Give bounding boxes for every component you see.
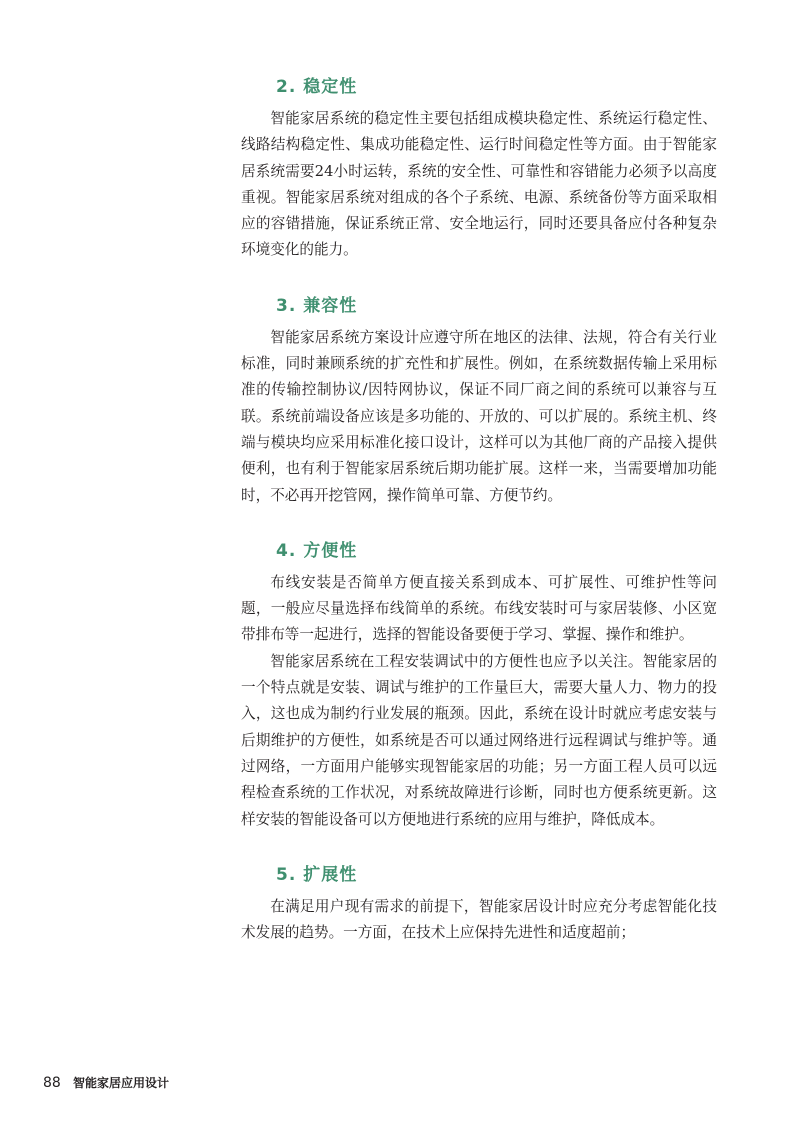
body-paragraph: 智能家居系统在工程安装调试中的方便性也应予以关注。智能家居的一个特点就是安装、调试与维护的工作量巨大，需要大量人力、物力的投入，这也成为制约行业发展的瓶颈。因此，系统在设计时就应考虑安装与后期维护的方便性，如系统是否可以通过网络进行远程调试与维护等。通过网络，一方面用户能够实现智能家居的功能；另一方面工程人员可以远程检查系统的工作状况，对系统故障进行诊断，同时也方便系统更新。这样安装的智能设备可以方便地进行系统的应用与维护，降低成本。	[241, 652, 717, 828]
section-heading: 2. 稳定性	[276, 77, 358, 97]
page-number: 88	[43, 1075, 61, 1091]
book-title: 智能家居应用设计	[72, 1076, 169, 1090]
section-convenience	[241, 536, 717, 833]
body-paragraph: 智能家居系统方案设计应遵守所在地区的法律、法规，符合有关行业标准，同时兼顾系统的扩充性和扩展性。例如，在系统数据传输上采用标准的传输控制协议/因特网协议，保证不同厂商之间的系统可以兼容与互联。系统前端设备应该是多功能的、开放的、可以扩展的。系统主机、终端与模块均应采用标准化接口设计，这样可以为其他厂商的产品接入提供便利，也有利于智能家居系统后期功能扩展。这样一来，当需要增加功能时，不必再开挖管网，操作简单可靠、方便节约。	[241, 328, 717, 504]
body-paragraph: 在满足用户现有需求的前提下，智能家居设计时应充分考虑智能化技术发展的趋势。一方面，在技术上应保持先进性和适度超前；	[241, 897, 717, 942]
section-heading: 3. 兼容性	[276, 295, 358, 316]
section-stability	[241, 72, 717, 264]
body-paragraph: 智能家居系统的稳定性主要包括组成模块稳定性、系统运行稳定性、线路结构稳定性、集成功能稳定性、运行时间稳定性等方面。由于智能家居系统需要24小时运转，系统的安全性、可靠性和容错能力必须予以高度重视。智能家居系统对组成的各个子系统、电源、系统备份等方面采取相应的容错措施，保证系统正常、安全地运行，同时还要具备应付各种复杂环境变化的能力。	[241, 110, 717, 259]
section-heading: 5. 扩展性	[276, 864, 358, 885]
body-paragraph: 布线安装是否简单方便直接关系到成本、可扩展性、可维护性等问题，一般应尽量选择布线简单的系统。布线安装时可与家居装修、小区宽带排布等一起进行，选择的智能设备要便于学习、掌握、操作和维护。	[241, 573, 717, 644]
section-compatibility	[241, 291, 717, 509]
section-heading: 4. 方便性	[276, 540, 358, 561]
section-extensibility	[241, 860, 717, 947]
page-footer	[43, 1074, 169, 1091]
page-content	[241, 72, 717, 973]
